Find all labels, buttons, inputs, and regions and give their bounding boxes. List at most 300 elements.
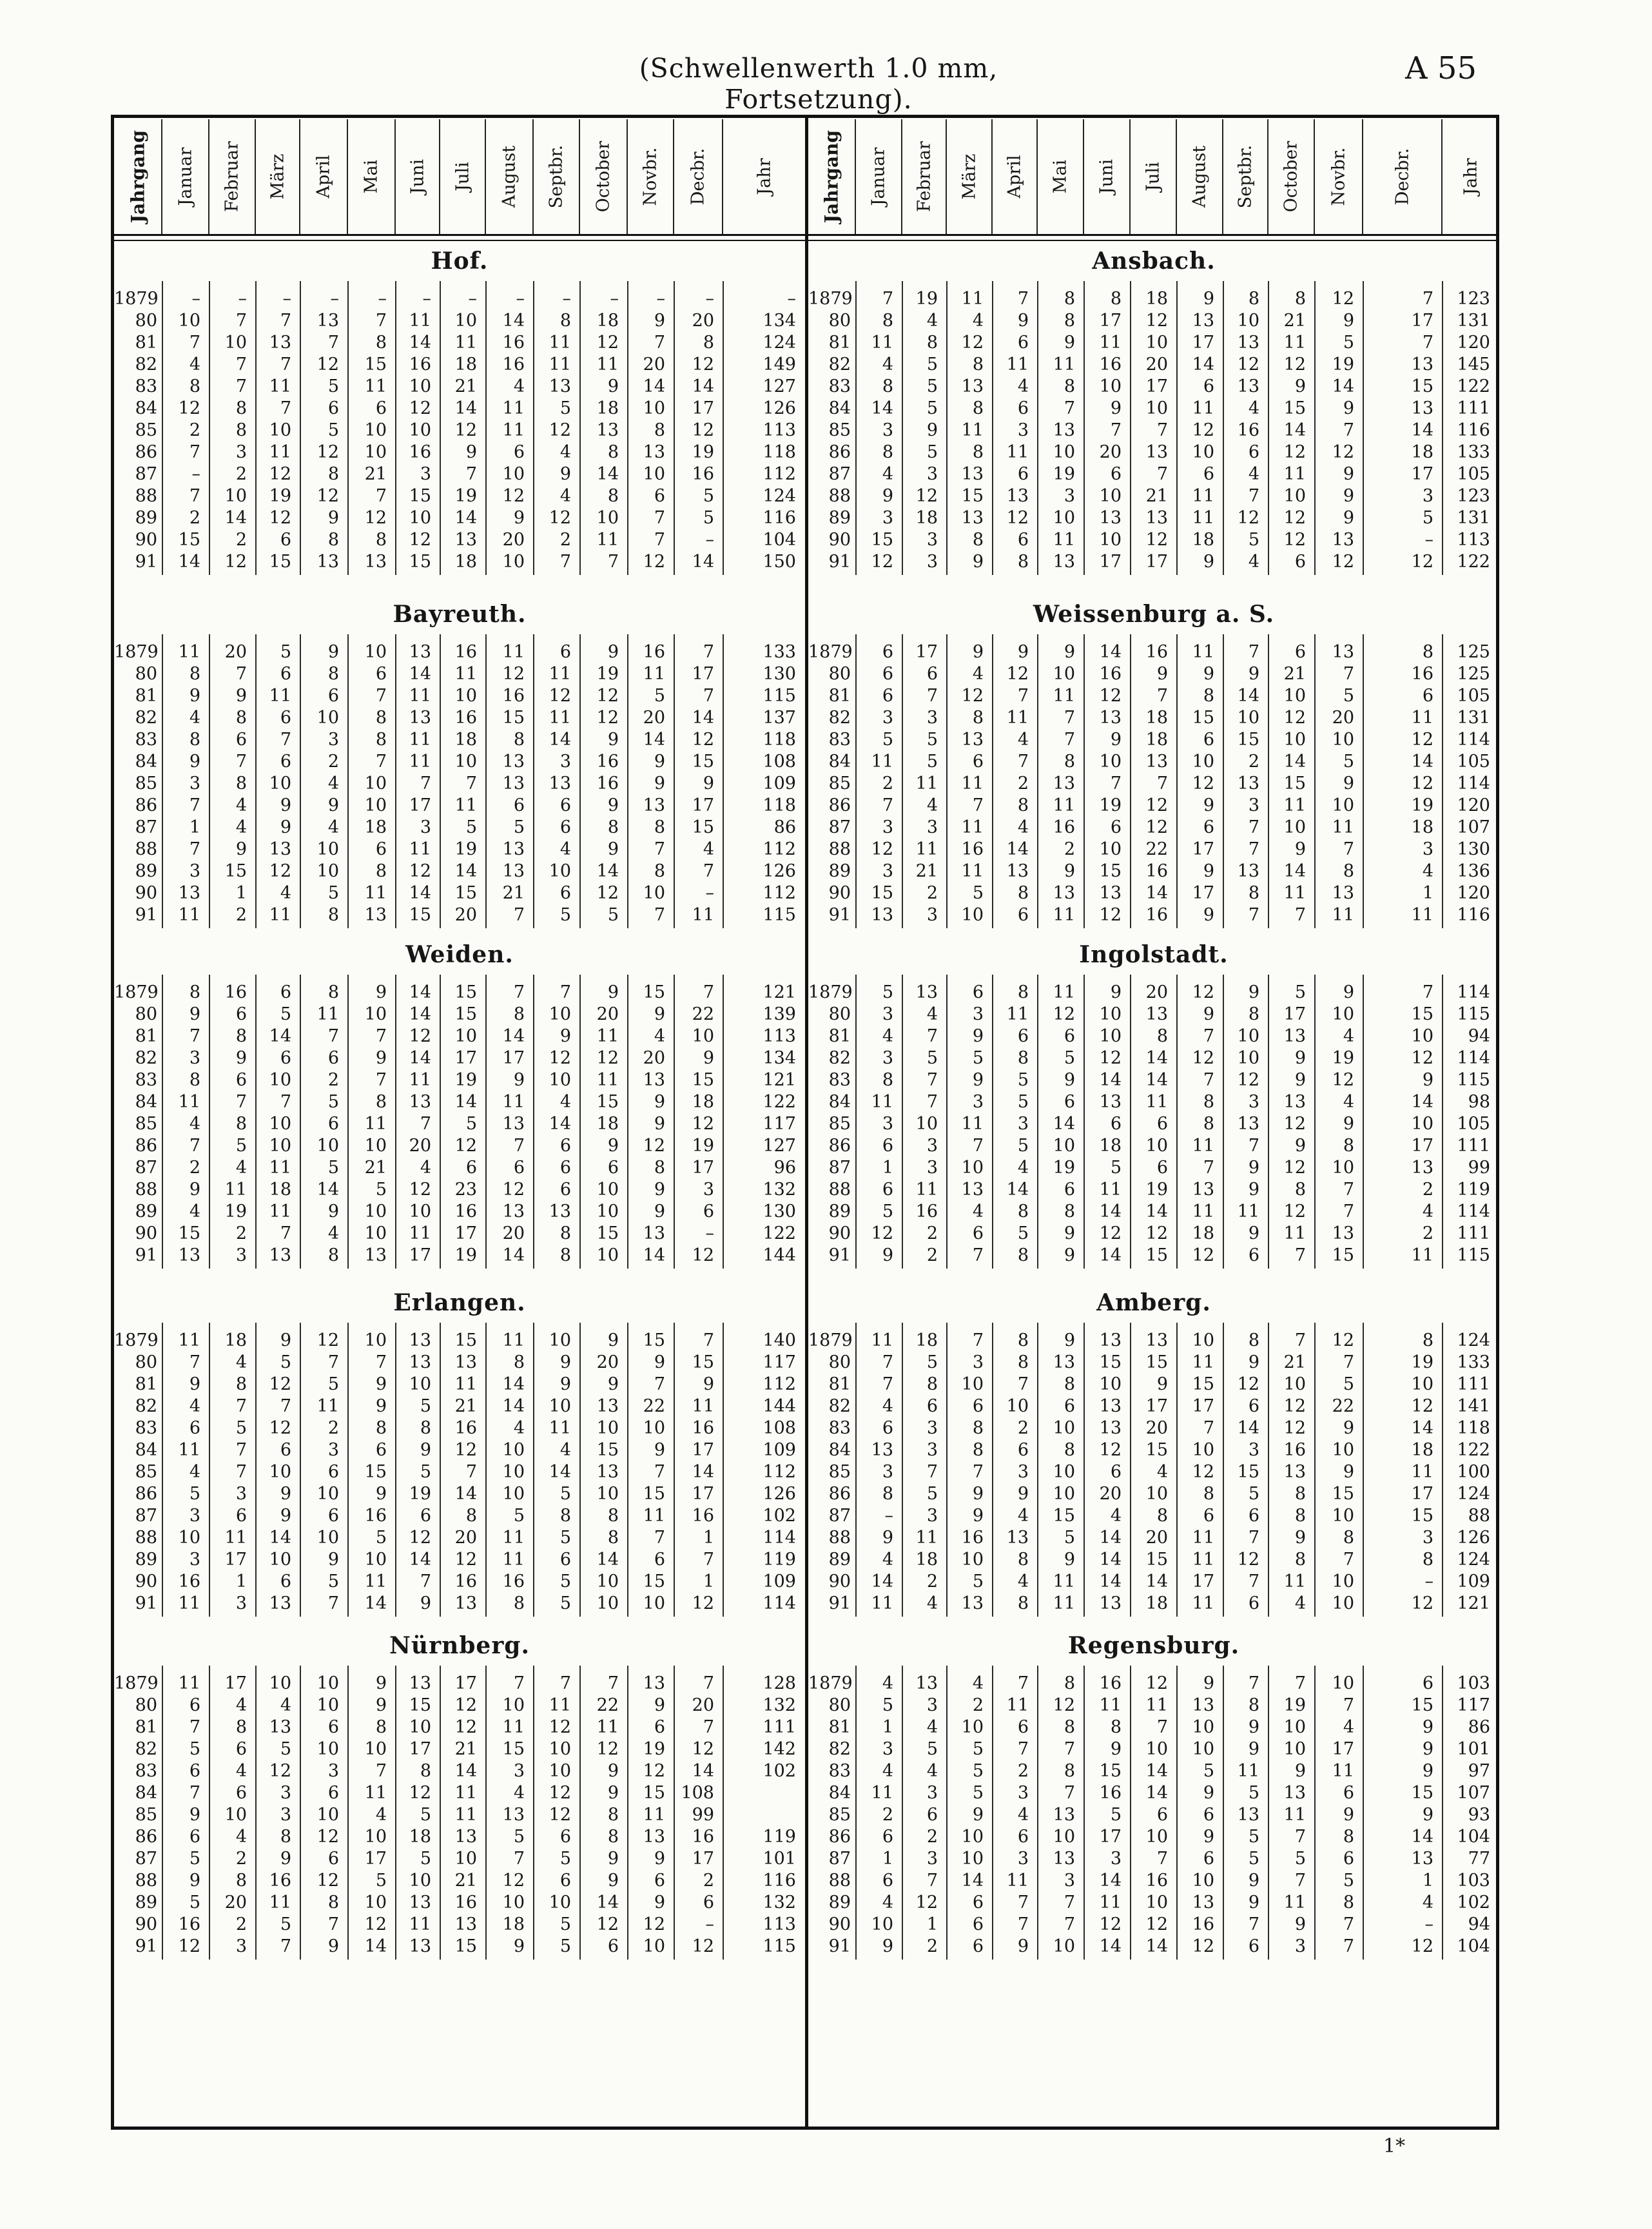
signature-mark: 1* <box>1383 2135 1406 2157</box>
table-cell: 120 <box>1457 795 1490 815</box>
table-cell: 15 <box>502 708 525 728</box>
table-cell: 125 <box>1457 642 1490 662</box>
table-cell: 14 <box>1283 752 1306 772</box>
table-cell: 14 <box>364 1936 387 1956</box>
table-cell: 19 <box>692 442 714 462</box>
table-cell: 18 <box>1145 1593 1168 1613</box>
year-label: 1879 <box>808 642 853 662</box>
table-cell: 9 <box>607 642 619 662</box>
year-label: 90 <box>135 1223 157 1243</box>
table-cell: 5 <box>882 982 893 1002</box>
table-cell: 4 <box>235 1761 247 1781</box>
table-cell: 12 <box>1283 708 1306 728</box>
col-header-left-13 <box>723 119 805 234</box>
table-cell: 4 <box>513 376 525 396</box>
table-cell: 9 <box>327 1936 339 1956</box>
table-cell: 10 <box>454 752 477 772</box>
table-cell: 6 <box>513 1158 525 1178</box>
table-cell: 13 <box>269 839 291 859</box>
table-cell: 7 <box>327 1593 339 1613</box>
table-cell: 16 <box>692 1506 714 1526</box>
table-cell: 10 <box>454 1849 477 1869</box>
table-cell: 21 <box>915 861 938 881</box>
table-cell: 11 <box>502 1092 525 1112</box>
table-cell: 9 <box>972 1506 984 1526</box>
table-cell: 14 <box>692 1462 714 1482</box>
table-cell: 14 <box>1145 1783 1168 1803</box>
table-cell: 8 <box>607 1506 619 1526</box>
table-cell: 8 <box>1017 1245 1029 1265</box>
table-cell: 10 <box>596 508 619 528</box>
table-cell: 4 <box>513 1418 525 1438</box>
col-header-label: Januar <box>868 147 889 206</box>
table-cell: 104 <box>763 530 796 550</box>
table-cell: 12 <box>1332 442 1354 462</box>
table-cell: 12 <box>1192 1936 1214 1956</box>
table-cell: 132 <box>763 1695 796 1715</box>
year-label: 88 <box>828 1528 851 1548</box>
table-cell: 12 <box>1145 1223 1168 1243</box>
table-cell: 10 <box>1332 1506 1354 1526</box>
table-cell: 9 <box>1203 905 1214 925</box>
table-cell: 3 <box>703 1180 714 1200</box>
table-cell: 14 <box>1411 1092 1433 1112</box>
table-cell: 10 <box>961 1717 984 1737</box>
table-cell: 3 <box>1248 795 1259 815</box>
table-cell: 6 <box>465 1158 477 1178</box>
table-cell: 115 <box>1457 1245 1490 1265</box>
table-cell: 10 <box>409 1202 431 1222</box>
table-cell: 10 <box>364 1202 387 1222</box>
table-cell: 10 <box>961 1374 984 1394</box>
year-label: 91 <box>828 552 851 572</box>
table-cell: 13 <box>316 311 339 331</box>
table-cell: 10 <box>502 1462 525 1482</box>
table-cell: 12 <box>1099 1914 1122 1934</box>
table-cell: 7 <box>703 686 714 706</box>
table-cell: 13 <box>1332 883 1354 903</box>
table-cell: 20 <box>454 905 477 925</box>
table-cell: 9 <box>1248 1223 1259 1243</box>
table-cell: 102 <box>763 1761 796 1781</box>
table-cell: 6 <box>654 1717 665 1737</box>
table-cell: 9 <box>1110 730 1122 750</box>
table-cell: 17 <box>692 1484 714 1504</box>
table-cell: 12 <box>871 552 893 572</box>
table-cell: 12 <box>961 686 984 706</box>
table-cell: 7 <box>882 795 893 815</box>
year-label: 1879 <box>114 982 159 1002</box>
table-cell: 5 <box>1064 1048 1075 1068</box>
table-cell: 8 <box>1110 1717 1122 1737</box>
table-cell: 20 <box>643 1048 665 1068</box>
table-cell: 11 <box>1411 905 1433 925</box>
table-cell: 8 <box>882 1484 893 1504</box>
table-cell: 8 <box>1017 1202 1029 1222</box>
table-cell: 10 <box>316 1484 339 1504</box>
table-cell: 14 <box>1237 686 1259 706</box>
station-name: Regensburg. <box>1067 1632 1240 1659</box>
table-cell: 8 <box>420 1418 431 1438</box>
table-cell: 8 <box>607 1827 619 1847</box>
table-cell: 8 <box>1017 1593 1029 1613</box>
table-cell: 12 <box>1099 1440 1122 1460</box>
table-cell: 14 <box>1145 1202 1168 1222</box>
table-cell: 7 <box>559 552 571 572</box>
table-cell: 5 <box>327 1158 339 1178</box>
table-cell: 7 <box>1064 730 1075 750</box>
table-cell: 10 <box>1145 333 1168 353</box>
table-cell: 13 <box>1192 311 1214 331</box>
year-label: 90 <box>828 1223 851 1243</box>
col-header-label: Septbr. <box>1235 144 1256 209</box>
table-cell: 9 <box>327 795 339 815</box>
table-cell: 10 <box>1411 1026 1433 1046</box>
table-cell: 3 <box>926 530 938 550</box>
table-cell: 12 <box>1411 1593 1433 1613</box>
table-cell: 13 <box>961 376 984 396</box>
table-cell: 11 <box>1283 333 1306 353</box>
table-cell: 3 <box>189 1506 200 1526</box>
year-label: 91 <box>135 905 157 925</box>
table-cell: 11 <box>1145 1695 1168 1715</box>
col-header-label: Jahr <box>1461 158 1481 195</box>
table-cell: 9 <box>654 1202 665 1222</box>
table-cell: 16 <box>596 752 619 772</box>
table-cell: 11 <box>1411 708 1433 728</box>
table-cell: 15 <box>409 552 431 572</box>
table-cell: 86 <box>1468 1717 1490 1737</box>
col-header-label: Jahrgang <box>127 130 148 224</box>
table-cell: 9 <box>1343 464 1354 484</box>
table-cell: 8 <box>1422 1550 1433 1570</box>
table-cell: 2 <box>235 530 247 550</box>
table-cell: 11 <box>269 686 291 706</box>
table-cell: 6 <box>1017 530 1029 550</box>
table-cell: 13 <box>1099 508 1122 528</box>
table-cell: 9 <box>280 1506 291 1526</box>
table-cell: 17 <box>1283 1004 1306 1024</box>
col-header-right-7 <box>1131 119 1177 234</box>
table-cell: 6 <box>972 1914 984 1934</box>
table-cell: 11 <box>178 642 200 662</box>
table-cell: 16 <box>454 1893 477 1913</box>
table-cell: 7 <box>1156 774 1168 793</box>
table-cell: 15 <box>596 1092 619 1112</box>
col-header-label: Januar <box>175 147 195 206</box>
table-cell: 5 <box>559 1572 571 1591</box>
table-cell: 114 <box>1457 730 1490 750</box>
table-cell: 6 <box>882 1418 893 1438</box>
table-cell: 4 <box>189 1114 200 1134</box>
table-cell: 4 <box>1422 861 1433 881</box>
table-cell: 120 <box>1457 883 1490 903</box>
table-cell: 12 <box>1099 1223 1122 1243</box>
table-cell: 12 <box>596 686 619 706</box>
table-cell: 22 <box>643 1396 665 1416</box>
table-cell: 11 <box>1192 398 1214 418</box>
table-cell: 9 <box>1064 1330 1075 1350</box>
table-cell: 10 <box>1192 1717 1214 1737</box>
year-label: 86 <box>828 795 851 815</box>
table-cell: 2 <box>1422 1180 1433 1200</box>
table-cell: 5 <box>235 1418 247 1438</box>
table-cell: 12 <box>454 1717 477 1737</box>
table-cell: 11 <box>1099 1695 1122 1715</box>
table-cell: 13 <box>961 730 984 750</box>
table-cell: 9 <box>375 1695 387 1715</box>
table-cell: 7 <box>926 686 938 706</box>
year-label: 89 <box>828 508 851 528</box>
table-cell: 4 <box>235 1352 247 1372</box>
table-cell: 6 <box>559 1180 571 1200</box>
table-cell: 6 <box>1343 1849 1354 1869</box>
table-cell: 11 <box>643 1506 665 1526</box>
table-cell: 14 <box>1006 839 1029 859</box>
table-cell: 9 <box>1343 1462 1354 1482</box>
table-cell: 10 <box>1099 1026 1122 1046</box>
table-cell: 142 <box>763 1739 796 1759</box>
table-cell: 8 <box>327 464 339 484</box>
table-cell: 19 <box>1283 1695 1306 1715</box>
table-cell: 9 <box>1203 289 1214 309</box>
table-cell: 6 <box>1156 1158 1168 1178</box>
table-cell: 11 <box>549 664 571 684</box>
table-cell: 7 <box>327 333 339 353</box>
table-cell: 9 <box>654 1004 665 1024</box>
table-cell: 12 <box>1006 664 1029 684</box>
table-cell: 7 <box>1017 686 1029 706</box>
table-cell: 3 <box>882 861 893 881</box>
table-cell: 4 <box>1248 464 1259 484</box>
table-cell: 9 <box>654 1695 665 1715</box>
table-cell: 9 <box>654 1114 665 1134</box>
table-cell: 11 <box>1411 1245 1433 1265</box>
table-cell: 11 <box>1006 442 1029 462</box>
table-cell: 139 <box>763 1004 796 1024</box>
table-cell: 6 <box>1110 1114 1122 1134</box>
table-cell: 6 <box>1248 442 1259 462</box>
table-cell: 12 <box>1411 552 1433 572</box>
table-cell: 13 <box>1237 376 1259 396</box>
table-cell: 9 <box>1422 1070 1433 1090</box>
table-cell: 5 <box>972 1048 984 1068</box>
table-cell: 105 <box>1457 1114 1490 1134</box>
year-label: 1879 <box>808 1673 853 1693</box>
table-cell: 8 <box>1422 1330 1433 1350</box>
table-cell: 11 <box>409 1914 431 1934</box>
table-cell: 1 <box>882 1717 893 1737</box>
table-cell: 14 <box>269 1026 291 1046</box>
table-cell: 5 <box>926 355 938 375</box>
table-cell: 14 <box>1411 752 1433 772</box>
table-cell: 9 <box>972 1484 984 1504</box>
table-cell: 5 <box>559 398 571 418</box>
table-cell: 4 <box>189 355 200 375</box>
table-cell: 6 <box>972 1223 984 1243</box>
table-cell: 10 <box>1332 1572 1354 1591</box>
table-cell: 12 <box>1411 1048 1433 1068</box>
table-cell: 6 <box>1017 1026 1029 1046</box>
table-cell: 16 <box>1411 664 1433 684</box>
table-cell: 8 <box>235 1374 247 1394</box>
year-label: 84 <box>828 1440 851 1460</box>
table-cell: 6 <box>1203 1849 1214 1869</box>
table-cell: 19 <box>224 1202 247 1222</box>
table-cell: 10 <box>364 1827 387 1847</box>
table-cell: 5 <box>280 1352 291 1372</box>
table-cell: 8 <box>375 730 387 750</box>
table-cell: 11 <box>915 774 938 793</box>
table-cell: 5 <box>327 1374 339 1394</box>
table-cell: 5 <box>559 1914 571 1934</box>
table-cell: 6 <box>1203 464 1214 484</box>
year-label: 89 <box>135 861 157 881</box>
table-cell: 7 <box>1064 1893 1075 1913</box>
table-cell: 6 <box>1017 1827 1029 1847</box>
table-cell: 9 <box>1203 1673 1214 1693</box>
table-cell: 7 <box>189 1136 200 1156</box>
table-cell: 6 <box>559 1136 571 1156</box>
table-cell: 7 <box>420 1114 431 1134</box>
year-label: 90 <box>135 530 157 550</box>
table-cell: 9 <box>703 1048 714 1068</box>
table-cell: 8 <box>972 398 984 418</box>
table-cell: 4 <box>703 839 714 859</box>
table-cell: 12 <box>1283 1202 1306 1222</box>
table-cell: 11 <box>502 1717 525 1737</box>
table-cell: 130 <box>1457 839 1490 859</box>
table-cell: 13 <box>1237 333 1259 353</box>
table-cell: 11 <box>269 905 291 925</box>
table-cell: 16 <box>1099 1673 1122 1693</box>
table-cell: 118 <box>763 795 796 815</box>
table-cell: 7 <box>189 839 200 859</box>
col-header-label: August <box>1189 145 1210 208</box>
table-cell: 9 <box>1248 1739 1259 1759</box>
table-cell: 7 <box>654 333 665 353</box>
table-cell: 12 <box>549 1805 571 1825</box>
table-cell: 14 <box>1006 1180 1029 1200</box>
table-cell: 10 <box>596 1418 619 1438</box>
table-cell: 101 <box>1457 1739 1490 1759</box>
table-cell: 6 <box>703 1893 714 1913</box>
table-cell: 8 <box>882 311 893 331</box>
table-cell: 6 <box>882 1871 893 1891</box>
year-label: 1879 <box>114 642 159 662</box>
table-cell: – <box>610 289 619 309</box>
year-label: 82 <box>135 355 157 375</box>
table-cell: 5 <box>189 1484 200 1504</box>
table-cell: 119 <box>763 1550 796 1570</box>
table-cell: 20 <box>1332 708 1354 728</box>
table-cell: 4 <box>327 774 339 793</box>
table-cell: – <box>282 289 291 309</box>
table-cell: 15 <box>454 883 477 903</box>
year-label: 81 <box>135 1717 157 1737</box>
table-cell: 10 <box>549 1761 571 1781</box>
table-cell: 104 <box>1457 1936 1490 1956</box>
table-cell: 13 <box>1053 552 1075 572</box>
table-cell: 13 <box>1099 1330 1122 1350</box>
table-cell: 7 <box>1422 982 1433 1002</box>
table-cell: 7 <box>1203 1026 1214 1046</box>
table-cell: 123 <box>1457 289 1490 309</box>
table-cell: 8 <box>1156 1506 1168 1526</box>
table-cell: 116 <box>763 1871 796 1891</box>
table-cell: 15 <box>1411 1695 1433 1715</box>
table-cell: 13 <box>596 1396 619 1416</box>
table-cell: 7 <box>654 1462 665 1482</box>
table-cell: 8 <box>1203 1484 1214 1504</box>
table-cell: 10 <box>316 1739 339 1759</box>
table-cell: 12 <box>596 883 619 903</box>
table-cell: 7 <box>1294 905 1306 925</box>
table-cell: 6 <box>235 1506 247 1526</box>
table-cell: 19 <box>1099 795 1122 815</box>
col-header-label: Decbr. <box>688 148 708 206</box>
year-label: 86 <box>828 1827 851 1847</box>
table-cell: 126 <box>763 861 796 881</box>
col-header-label: Decbr. <box>1392 148 1412 206</box>
table-cell: 13 <box>1053 1849 1075 1869</box>
table-cell: 131 <box>1457 508 1490 528</box>
table-cell: 15 <box>1192 1374 1214 1394</box>
table-cell: 8 <box>1294 1550 1306 1570</box>
table-cell: 7 <box>1422 289 1433 309</box>
table-cell: 6 <box>654 1550 665 1570</box>
table-cell: 13 <box>1145 508 1168 528</box>
table-cell: 13 <box>1237 1805 1259 1825</box>
table-cell: 7 <box>280 1092 291 1112</box>
table-cell: 15 <box>871 883 893 903</box>
table-cell: 8 <box>1294 1484 1306 1504</box>
year-label: 83 <box>135 1418 157 1438</box>
table-cell: 113 <box>763 1026 796 1046</box>
table-cell: 4 <box>654 1026 665 1046</box>
table-cell: 7 <box>1343 839 1354 859</box>
table-cell: 13 <box>409 1893 431 1913</box>
table-cell: 12 <box>502 1180 525 1200</box>
table-cell: 10 <box>1145 1827 1168 1847</box>
table-cell: 9 <box>607 1871 619 1891</box>
table-cell: 12 <box>549 420 571 440</box>
table-cell: 2 <box>327 752 339 772</box>
col-header-label: Mai <box>1050 159 1071 194</box>
table-cell: 7 <box>1017 1673 1029 1693</box>
table-cell: 11 <box>961 861 984 881</box>
table-cell: 18 <box>1411 817 1433 837</box>
table-cell: 14 <box>224 508 247 528</box>
table-cell: 4 <box>882 464 893 484</box>
table-cell: 9 <box>559 1352 571 1372</box>
table-cell: 13 <box>1237 1114 1259 1134</box>
table-cell: 8 <box>607 1805 619 1825</box>
table-cell: 5 <box>882 1202 893 1222</box>
col-header-label: März <box>267 153 287 200</box>
table-cell: 5 <box>513 817 525 837</box>
table-cell: 9 <box>280 795 291 815</box>
table-cell: 7 <box>1203 1158 1214 1178</box>
table-cell: 12 <box>1411 1396 1433 1416</box>
table-cell: 99 <box>1468 1158 1490 1178</box>
table-cell: 4 <box>235 1158 247 1178</box>
year-label: 90 <box>828 883 851 903</box>
table-cell: 10 <box>1099 839 1122 859</box>
table-cell: 13 <box>454 1352 477 1372</box>
table-cell: 7 <box>1017 1893 1029 1913</box>
table-cell: 15 <box>1283 774 1306 793</box>
